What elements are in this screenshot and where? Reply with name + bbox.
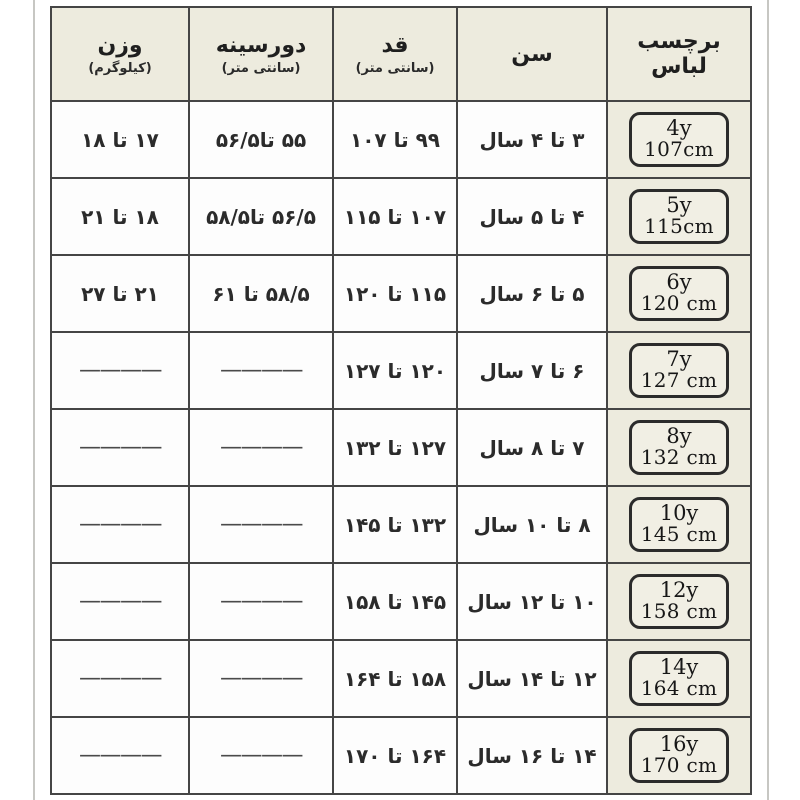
header-chest-column	[189, 7, 333, 101]
chest-cell: ۵۵ تا۵۶/۵	[189, 101, 333, 178]
header-age-column	[457, 7, 607, 101]
height-cell: ۱۴۵ تا ۱۵۸	[333, 563, 457, 640]
header-row	[51, 7, 751, 101]
weight-cell: ۱۸ تا ۲۱	[51, 178, 189, 255]
size-label-cell	[607, 640, 751, 717]
weight-cell: ————	[51, 640, 189, 717]
size-badge	[629, 420, 729, 475]
size-badge	[629, 651, 729, 706]
badge-years: 7y	[666, 347, 692, 371]
height-cell: ۱۱۵ تا ۱۲۰	[333, 255, 457, 332]
height-cell: ۱۰۷ تا ۱۱۵	[333, 178, 457, 255]
table-row	[51, 332, 751, 409]
badge-years: 10y	[659, 501, 699, 525]
weight-cell: ————	[51, 486, 189, 563]
table-row	[51, 178, 751, 255]
header-label-column	[607, 7, 751, 101]
weight-cell: ۱۷ تا ۱۸	[51, 101, 189, 178]
chest-cell: ۵۸/۵ تا ۶۱	[189, 255, 333, 332]
age-cell: ۳ تا ۴ سال	[457, 101, 607, 178]
header-chest-title: دورسینه	[215, 32, 307, 58]
table-row	[51, 486, 751, 563]
table-row	[51, 409, 751, 486]
size-label-cell	[607, 101, 751, 178]
size-label-cell	[607, 332, 751, 409]
header-height-unit: (سانتی متر)	[355, 60, 435, 76]
size-badge	[629, 497, 729, 552]
height-cell: ۱۲۷ تا ۱۳۲	[333, 409, 457, 486]
size-badge	[629, 343, 729, 398]
chest-cell: ————	[189, 563, 333, 640]
age-cell: ۶ تا ۷ سال	[457, 332, 607, 409]
size-badge	[629, 574, 729, 629]
weight-cell: ————	[51, 563, 189, 640]
height-cell: ۱۳۲ تا ۱۴۵	[333, 486, 457, 563]
size-label-cell	[607, 409, 751, 486]
header-weight-title: وزن	[97, 32, 143, 58]
age-cell: ۴ تا ۵ سال	[457, 178, 607, 255]
badge-years: 14y	[659, 655, 699, 679]
size-label-cell	[607, 178, 751, 255]
size-label-cell	[607, 717, 751, 794]
header-age-title: سن	[511, 41, 553, 67]
photo-edge-line-right	[767, 0, 769, 800]
size-badge	[629, 266, 729, 321]
chest-cell: ————	[189, 486, 333, 563]
badge-cm: 120 cm	[640, 291, 718, 315]
table-body	[51, 101, 751, 794]
badge-cm: 115cm	[644, 214, 714, 238]
badge-cm: 164 cm	[640, 676, 718, 700]
badge-cm: 170 cm	[640, 753, 718, 777]
table-row	[51, 717, 751, 794]
table-row	[51, 255, 751, 332]
chest-cell: ۵۶/۵ تا۵۸/۵	[189, 178, 333, 255]
badge-years: 6y	[666, 270, 692, 294]
badge-years: 16y	[659, 732, 699, 756]
photo-edge-line-left	[33, 0, 35, 800]
header-weight-unit: (کیلوگرم)	[88, 60, 152, 76]
badge-years: 5y	[666, 193, 692, 217]
size-label-cell	[607, 255, 751, 332]
age-cell: ۸ تا ۱۰ سال	[457, 486, 607, 563]
badge-cm: 127 cm	[640, 368, 718, 392]
height-cell: ۱۶۴ تا ۱۷۰	[333, 717, 457, 794]
size-badge	[629, 189, 729, 244]
size-badge	[629, 112, 729, 167]
height-cell: ۱۵۸ تا ۱۶۴	[333, 640, 457, 717]
chest-cell: ————	[189, 640, 333, 717]
height-cell: ۹۹ تا ۱۰۷	[333, 101, 457, 178]
weight-cell: ۲۱ تا ۲۷	[51, 255, 189, 332]
header-height-column	[333, 7, 457, 101]
table-row	[51, 640, 751, 717]
badge-cm: 158 cm	[640, 599, 718, 623]
badge-years: 8y	[666, 424, 692, 448]
chest-cell: ————	[189, 332, 333, 409]
height-cell: ۱۲۰ تا ۱۲۷	[333, 332, 457, 409]
table-row	[51, 563, 751, 640]
header-height-title: قد	[381, 32, 409, 58]
age-cell: ۱۴ تا ۱۶ سال	[457, 717, 607, 794]
weight-cell: ————	[51, 409, 189, 486]
badge-cm: 145 cm	[640, 522, 718, 546]
size-chart	[50, 6, 750, 794]
chest-cell: ————	[189, 409, 333, 486]
table-header	[51, 7, 751, 101]
badge-years: 12y	[659, 578, 699, 602]
table-row	[51, 101, 751, 178]
age-cell: ۱۰ تا ۱۲ سال	[457, 563, 607, 640]
age-cell: ۷ تا ۸ سال	[457, 409, 607, 486]
size-badge	[629, 728, 729, 783]
size-label-cell	[607, 486, 751, 563]
size-label-cell	[607, 563, 751, 640]
age-cell: ۵ تا ۶ سال	[457, 255, 607, 332]
size-chart-table	[50, 6, 752, 795]
chest-cell: ————	[189, 717, 333, 794]
age-cell: ۱۲ تا ۱۴ سال	[457, 640, 607, 717]
header-label-title: برچسب لباس	[637, 29, 721, 79]
badge-cm: 132 cm	[640, 445, 718, 469]
header-chest-unit: (سانتی متر)	[221, 60, 301, 76]
weight-cell: ————	[51, 332, 189, 409]
badge-cm: 107cm	[644, 137, 714, 161]
badge-years: 4y	[666, 116, 692, 140]
header-weight-column	[51, 7, 189, 101]
weight-cell: ————	[51, 717, 189, 794]
